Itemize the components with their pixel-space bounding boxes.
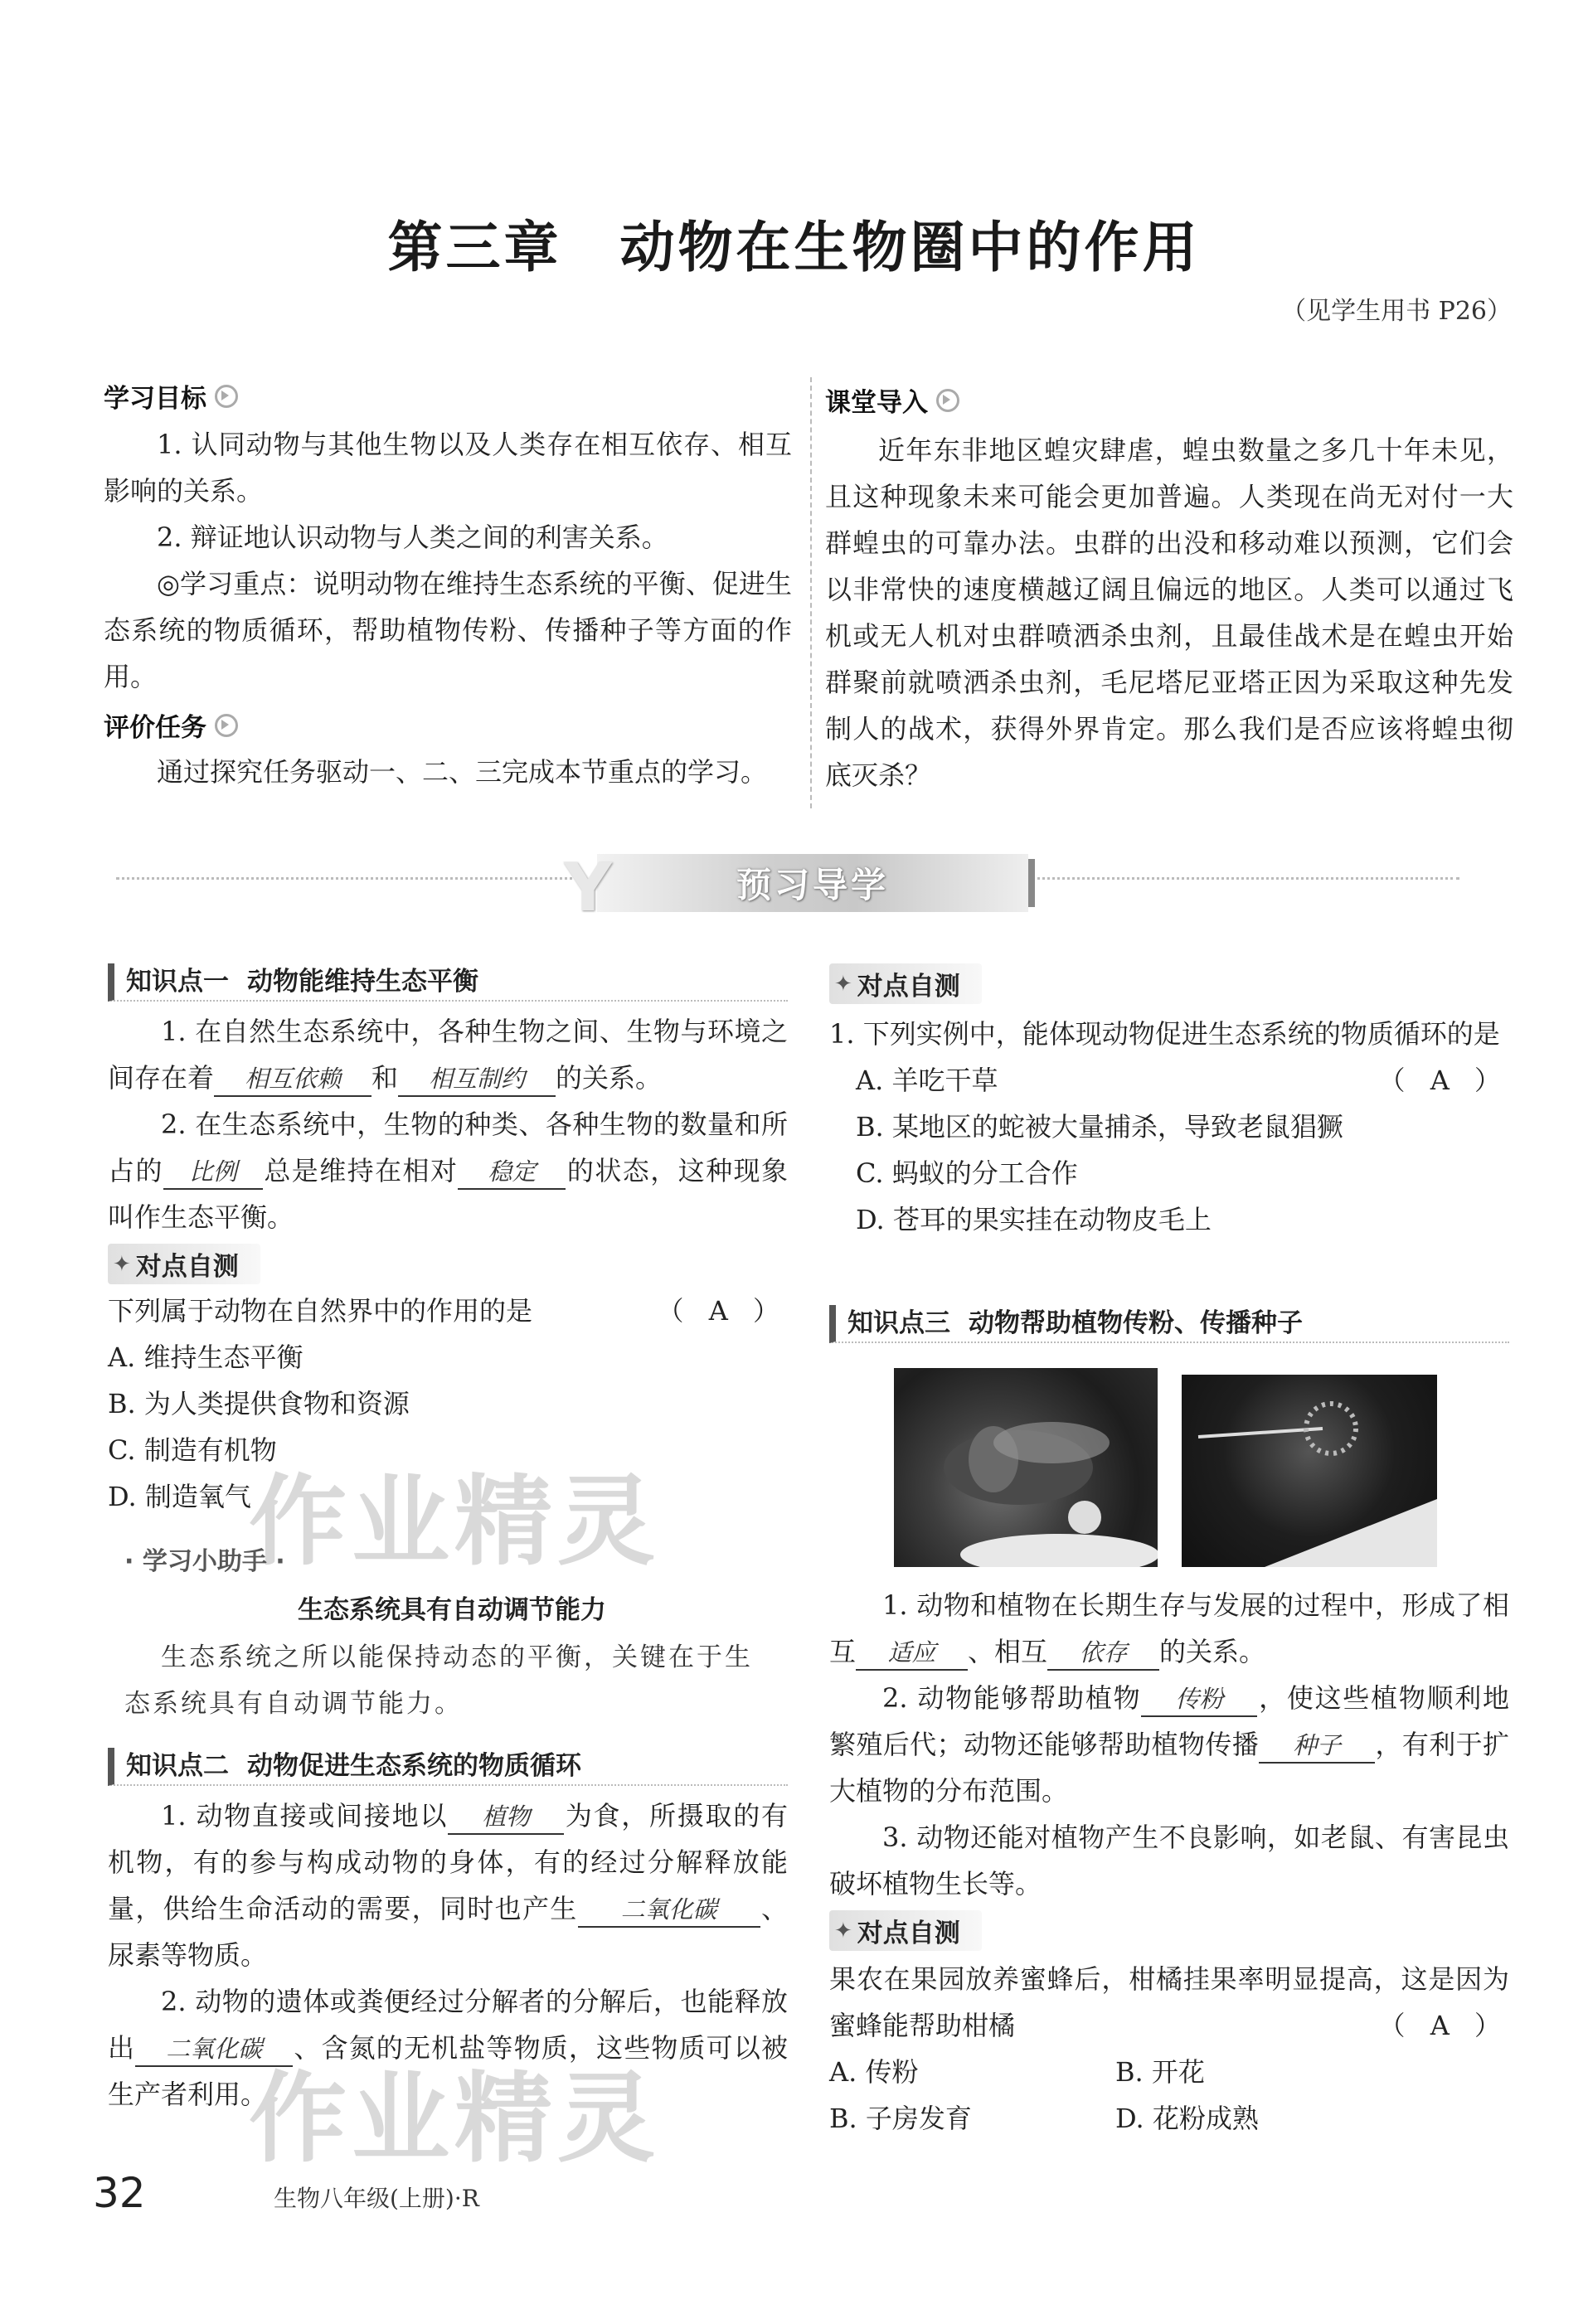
answer: （ A ） [657,1295,788,1327]
option: D. 制造氧气 [108,1481,251,1512]
blank-answer: 二氧化碳 [135,2032,293,2067]
option: B. 开花 [1115,2056,1205,2088]
kp1-selftest-label: ✦ 对点自测 [108,1244,260,1284]
kp1-para-1: 1. 在自然生态系统中，各种生物之间、生物与环境之间存在着 相互依赖 和 相互制约 的关系。 [108,1008,788,1101]
kp3-heading: 知识点三 动物帮助植物传粉、传播种子 [829,1305,1509,1343]
rt1-selftest-label: ✦ 对点自测 [829,963,982,1004]
arrow-right-icon [215,385,238,408]
option: B. 为人类提供食物和资源 [108,1388,410,1419]
arrow-right-icon [936,389,959,412]
blank-answer: 植物 [448,1800,564,1835]
star-icon: ✦ [834,1918,852,1943]
kp3-options-row-2 [829,2095,1509,2142]
blank-answer: 种子 [1259,1729,1375,1764]
kp3-para-1: 1. 动物和植物在长期生存与发展的过程中，形成了相互 适应 、相互 依存 的关系。 [829,1582,1509,1675]
blank-answer: 适应 [856,1636,968,1671]
watermark: 作业精灵 [249,2061,661,2176]
seed-photo [1182,1375,1437,1567]
key-point: ◎学习重点：说明动物在维持生态系统的平衡、促进生态系统的物质循环，帮助植物传粉、传播种子等方面的作用。 [104,568,792,692]
arrow-right-icon [215,714,238,737]
option: B. 某地区的蛇被大量捕杀，导致老鼠猖獗 [856,1111,1343,1143]
option: C. 制造有机物 [108,1434,277,1466]
bee-photo [894,1368,1158,1567]
banner-y-glyph: Y [564,849,615,926]
blank-answer: 二氧化碳 [578,1893,760,1928]
preview-banner: Y 预习导学 [597,854,1028,912]
kp3-question: 果农在果园放养蜜蜂后，柑橘挂果率明显提高，这是因为蜜蜂能帮助柑橘 （ A ） [829,1956,1509,2049]
objectives-heading: 学习目标 [104,377,792,415]
kp1-question: 下列属于动物在自然界中的作用的是 （ A ） [108,1288,788,1334]
blank-answer: 依存 [1047,1636,1159,1671]
answer: （ A ） [1378,1065,1509,1096]
watermark: 作业精灵 [249,1464,661,1579]
kp3-options-row-1 [829,2049,1509,2095]
helper-label: · 学习小助手 · [124,1547,285,1576]
objective-1: 1. 认同动物与其他生物以及人类存在相互依存、相互影响的关系。 [104,429,792,507]
intro-text: 近年东非地区蝗灾肆虐，蝗虫数量之多几十年未见，且这种现象未来可能会更加普遍。人类现在尚无对付一大群蝗虫的可靠办法。虫群的出没和移动难以预测，它们会以非常快的速度横越辽阔且偏远的地区。人类可以通过飞机或无人机对虫群喷洒杀虫剂，且最佳战术是在蝗虫开始群聚前就喷洒杀虫剂，毛尼塔尼亚塔正因为采取这种先发制人的战术，获得外界肯定。那么我们是否应该将蝗虫彻底灭杀？ [825,434,1513,791]
rt1-section [829,963,1509,1243]
blank-answer: 比例 [163,1155,263,1190]
evaluation-text: 通过探究任务驱动一、二、三完成本节重点的学习。 [157,756,768,788]
column-divider [810,377,812,808]
kp2-para-1: 1. 动物直接或间接地以 植物 为食，所摄取的有机物，有的参与构成动物的身体，有的经过分解释放能量，供给生命活动的需要，同时也产生 二氧化碳 、尿素等物质。 [108,1800,788,1971]
blank-answer: 传粉 [1141,1682,1257,1717]
objectives-section [104,377,792,795]
option: A. 维持生态平衡 [108,1342,304,1373]
option: B. 子房发育 [829,2103,972,2134]
banner-end-bar [1028,859,1035,907]
star-icon: ✦ [113,1251,131,1277]
blank-answer: 稳定 [458,1155,566,1190]
kp3-heading-wrap [829,1305,1509,1343]
evaluation-heading: 评价任务 [104,706,792,744]
helper-text: 生态系统之所以能保持动态的平衡，关键在于生态系统具有自动调节能力。 [124,1642,753,1719]
page-number: 32 [93,2169,146,2217]
option: A. 传粉 [829,2056,919,2088]
intro-section [825,381,1513,798]
option: A. 羊吃干草 [856,1065,998,1096]
bee-icon [894,1368,1158,1567]
star-icon: ✦ [834,971,852,997]
blank-answer: 相互依赖 [214,1062,372,1097]
rt1-question: 1. 下列实例中，能体现动物促进生态系统的物质循环的是 （ A ） [829,1011,1509,1057]
helper-box [124,1540,779,1727]
intro-heading: 课堂导入 [825,381,1513,419]
kp3-para-2: 2. 动物能够帮助植物 传粉 ，使这些植物顺利地繁殖后代；动物还能够帮助植物传播 种子 ，有利于扩大植物的分布范围。 [829,1682,1509,1807]
chapter-title: 第三章 动物在生物圈中的作用 [387,216,1201,279]
kp2-heading: 知识点二 动物促进生态系统的物质循环 [108,1748,788,1786]
objective-2: 2. 辩证地认识动物与人类之间的利害关系。 [157,522,668,553]
kp3-para-3: 3. 动物还能对植物产生不良影响，如老鼠、有害昆虫破坏植物生长等。 [829,1822,1509,1899]
helper-heading: 生态系统具有自动调节能力 [298,1595,606,1625]
option: D. 花粉成熟 [1115,2103,1259,2134]
answer: （ A ） [1378,2010,1509,2041]
option: C. 蚂蚁的分工合作 [856,1157,1078,1189]
kp1-heading: 知识点一 动物能维持生态平衡 [108,963,788,1002]
book-footer: 生物八年级(上册)·R [274,2185,479,2212]
seed-icon [1182,1375,1437,1567]
kp3-selftest-label: ✦ 对点自测 [829,1910,982,1951]
kp3-section [829,1582,1509,2142]
option: D. 苍耳的果实挂在动物皮毛上 [856,1204,1212,1235]
kp1-section [108,963,788,1520]
kp2-para-2: 2. 动物的遗体或粪便经过分解者的分解后，也能释放出 二氧化碳 、含氮的无机盐等物质，这些物质可以被生产者利用。 [108,1986,788,2110]
student-book-reference: （见学生用书 P26） [1281,297,1512,326]
blank-answer: 相互制约 [398,1062,556,1097]
kp1-para-2: 2. 在生态系统中，生物的种类、各种生物的数量和所占的 比例 总是维持在相对 稳定 的状态，这种现象叫作生态平衡。 [108,1109,788,1233]
